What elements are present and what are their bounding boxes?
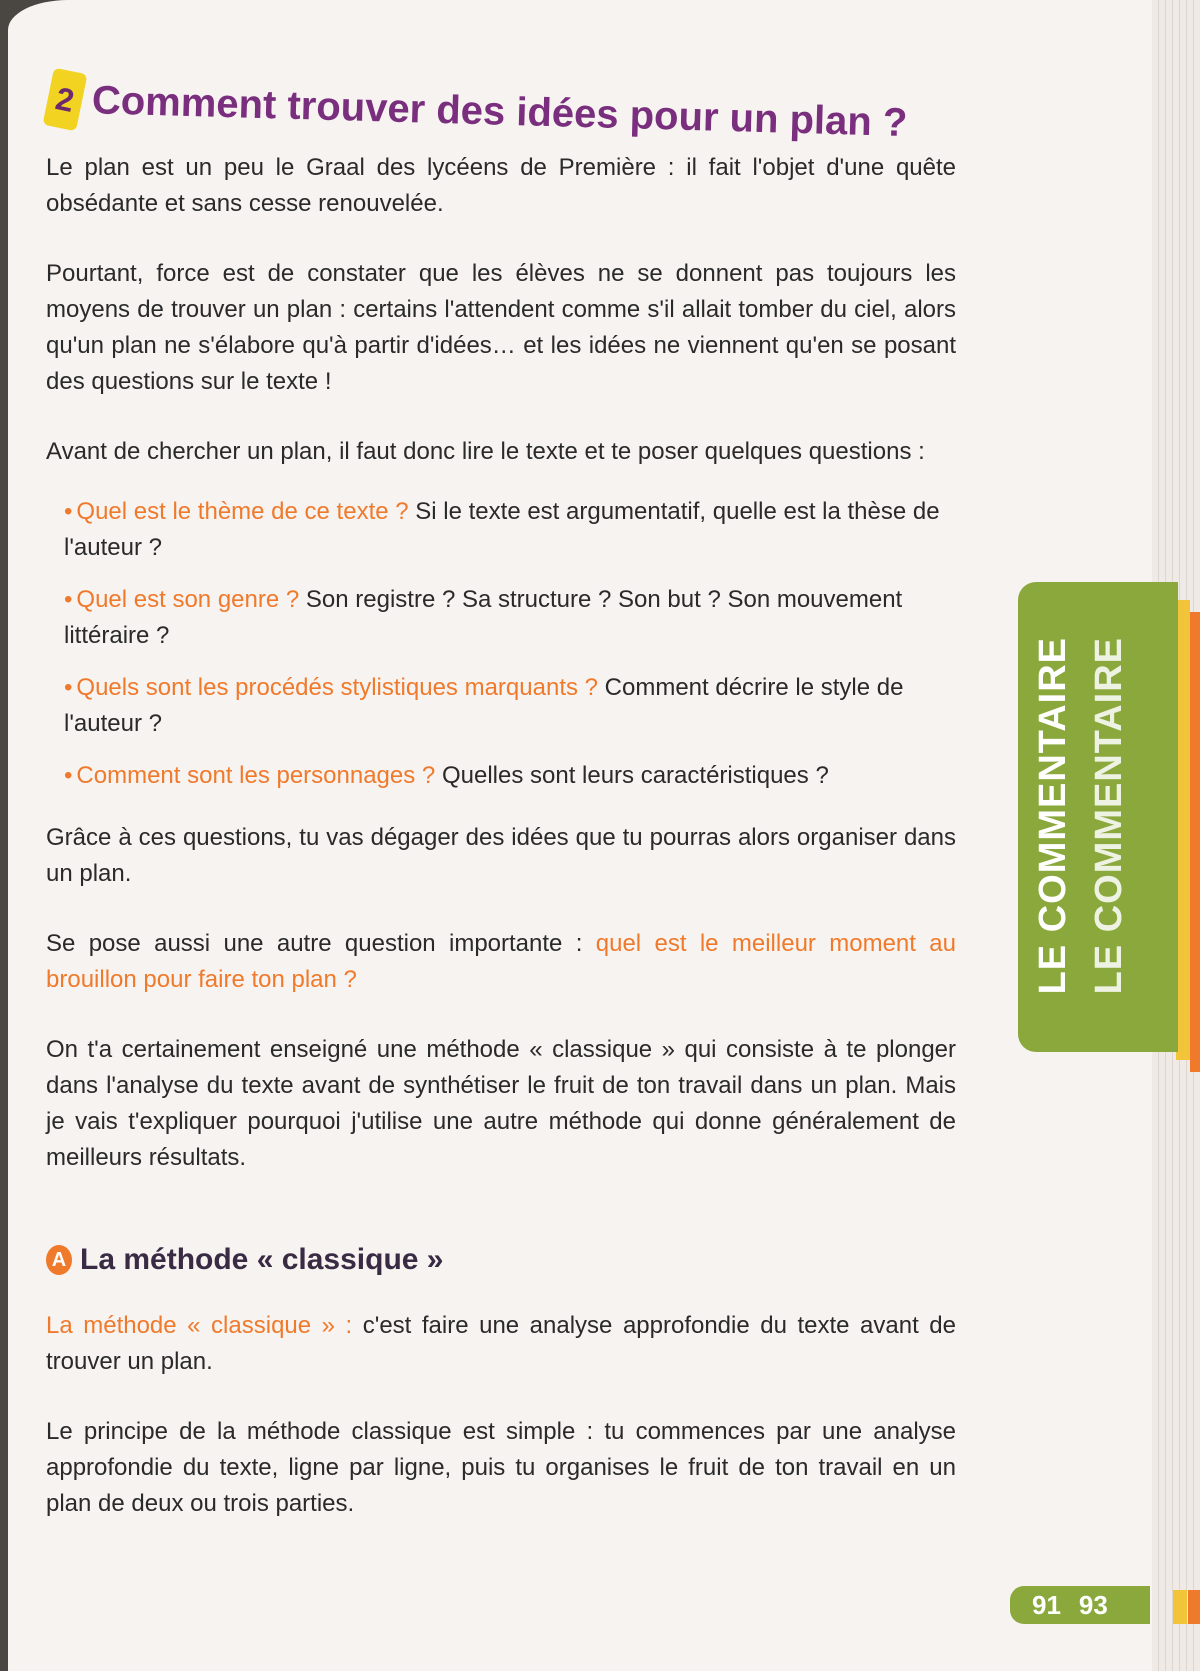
list-item: • Quels sont les procédés stylistiques marquants ? Comment décrire le style de l'auteur ?: [64, 674, 904, 737]
page-title: Comment trouver des idées pour un plan ?: [91, 77, 908, 145]
tab-stripe-orange: [1190, 612, 1200, 1072]
section-a-heading: [46, 1242, 956, 1278]
chapter-side-tab: [1018, 582, 1178, 1052]
list-item: • Quel est le thème de ce texte ? Si le texte est argumentatif, quelle est la thèse de l'auteur ?: [64, 498, 940, 561]
tab-label-front: LE COMMENTAIRE: [1032, 637, 1074, 995]
tab-stripe-yellow: [1176, 600, 1190, 1060]
question-list: [46, 494, 956, 794]
section-number-badge: 2: [43, 68, 88, 132]
page-number: 91: [1032, 1589, 1061, 1620]
list-item: • Comment sont les personnages ? Quelles sont leurs caractéristiques ?: [64, 762, 829, 789]
list-item: • Quel est son genre ? Son registre ? Sa structure ? Son but ? Son mouvement littéraire ?: [64, 586, 903, 649]
paragraph-3: Avant de chercher un plan, il faut donc lire le texte et te poser quelques questions :: [46, 438, 925, 465]
chapter-heading: [47, 70, 908, 152]
page-number-tab: [1010, 1586, 1150, 1624]
tab-label-back: LE COMMENTAIRE: [1088, 637, 1130, 995]
intro-paragraph: Le plan est un peu le Graal des lycéens de Première : il fait l'objet d'une quête obsédante et sans cesse renouvelée.: [46, 154, 956, 217]
section-letter-badge: A: [46, 1245, 72, 1275]
section-a-paragraph-2: Le principe de la méthode classique est simple : tu commences par une analyse approfondie du texte, ligne par ligne, puis tu organises le fruit de ton travail en un plan de deux ou trois parties.: [46, 1418, 956, 1517]
body-text: [46, 150, 956, 1556]
bullet-icon: •: [64, 586, 73, 613]
page-number-stripe-orange: [1188, 1590, 1200, 1624]
bullet-icon: •: [64, 498, 73, 525]
bullet-icon: •: [64, 674, 73, 701]
page-number-stripe-yellow: [1173, 1590, 1187, 1624]
paragraph-6: On t'a certainement enseigné une méthode « classique » qui consiste à te plonger dans l'analyse du texte avant de synthétiser le fruit de ton travail dans un plan. Mais je vais t'expliquer pourquoi j'utilise une autre méthode qui donne généralement de meilleurs résultats.: [46, 1036, 956, 1171]
next-page-number: 93: [1078, 1589, 1108, 1620]
paragraph-2: Pourtant, force est de constater que les élèves ne se donnent pas toujours les moyens de trouver un plan : certains l'attendent comme s'il allait tomber du ciel, alors qu'un plan ne s'élabore qu'à partir d'idées… et les idées ne viennent qu'en se posant des questions sur le texte !: [46, 260, 956, 395]
paragraph-4: Grâce à ces questions, tu vas dégager des idées que tu pourras alors organiser dans un plan.: [46, 824, 956, 887]
book-page: [8, 0, 1200, 1671]
bullet-icon: •: [64, 762, 73, 789]
section-title: La méthode « classique »: [80, 1243, 444, 1276]
paragraph-5: Se pose aussi une autre question importante : quel est le meilleur moment au brouillon pour faire ton plan ?: [46, 930, 956, 993]
section-a-paragraph-1: La méthode « classique » : c'est faire une analyse approfondie du texte avant de trouver un plan.: [46, 1312, 956, 1375]
